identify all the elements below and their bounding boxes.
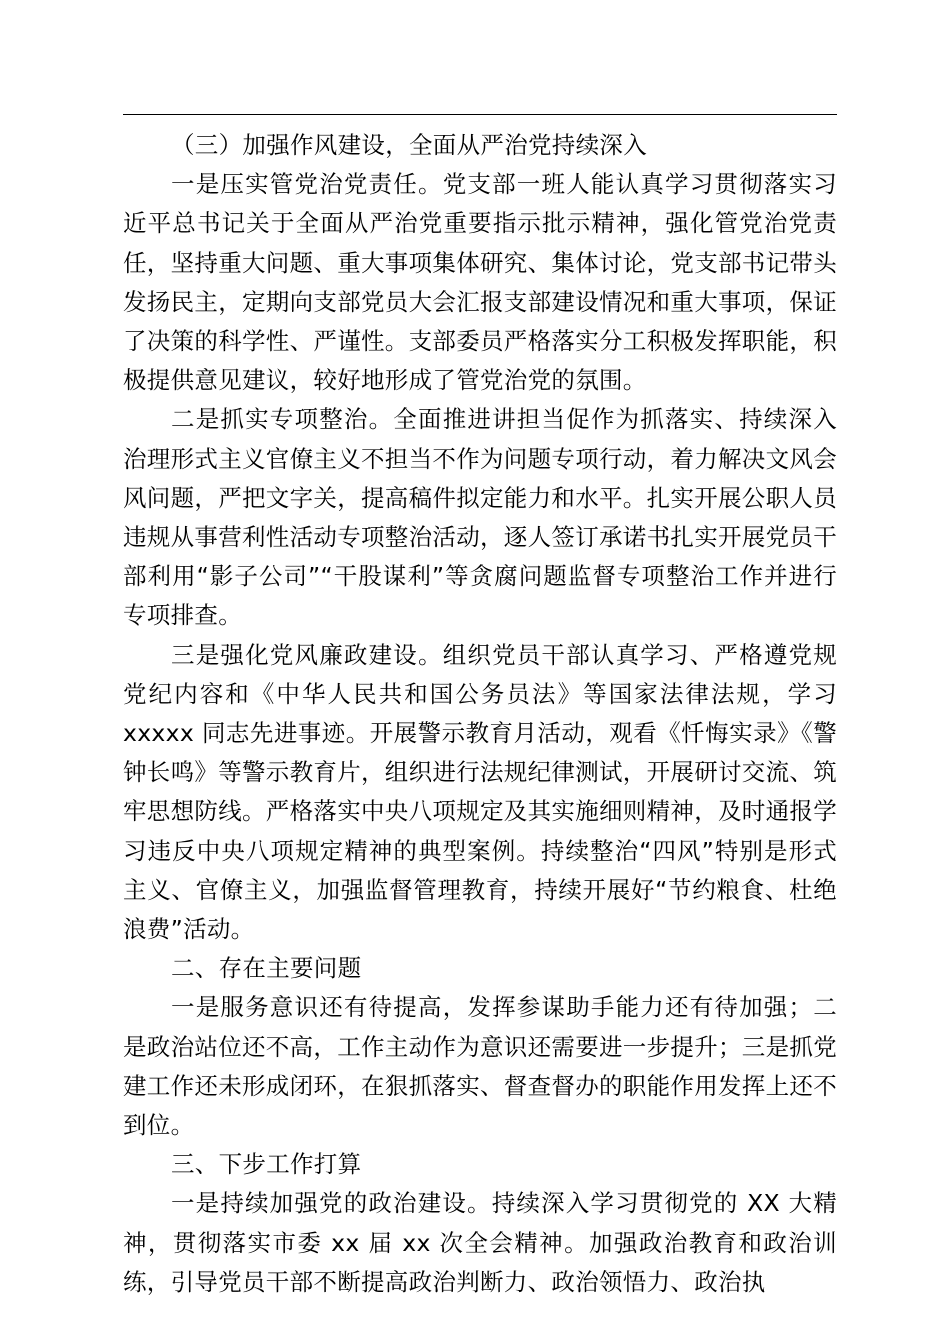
- section-heading-work-style: （三）加强作风建设，全面从严治党持续深入: [171, 131, 647, 159]
- section-heading-problems: 二、存在主要问题: [171, 954, 362, 983]
- paragraph-clean-governance: 三是强化党风廉政建设。组织党员干部认真学习、严格遵党规党纪内容和《中华人民共和国公务员法》等国家法律法规，学习 xxxxx 同志先进事迹。开展警示教育月活动，观看《忏悔实录》《警钟长鸣》等警示教育片，组织进行法规纪律测试，开展研讨交流、筑牢思想防线。严格落实中央八项规定及其实施细则精神，及时通报学习违反中央八项规定精神的典型案例。持续整治“四风”特别是形式主义、官僚主义，加强监督管理教育，持续开展好“节约粮食、杜绝浪费”活动。: [123, 640, 837, 944]
- paragraph-political-building: 一是持续加强党的政治建设。持续深入学习贯彻党的 XX 大精神，贯彻落实市委 xx 届 xx 次全会精神。加强政治教育和政治训练，引导党员干部不断提高政治判断力、政治领悟力、政治执: [123, 1189, 837, 1296]
- header-rule: [123, 114, 837, 115]
- document-body: [123, 126, 837, 1302]
- section-heading-next-steps: 三、下步工作打算: [171, 1150, 362, 1179]
- paragraph-problems: 一是服务意识还有待提高，发挥参谋助手能力还有待加强；二是政治站位还不高，工作主动作为意识还需要进一步提升；三是抓党建工作还未形成闭环，在狠抓落实、督查督办的职能作用发挥上还不到位。: [123, 993, 837, 1140]
- paragraph-special-rectification: 二是抓实专项整治。全面推进讲担当促作为抓落实、持续深入治理形式主义官僚主义不担当不作为问题专项行动，着力解决文风会风问题，严把文字关，提高稿件拟定能力和水平。扎实开展公职人员违规从事营利性活动专项整治活动，逐人签订承诺书扎实开展党员干部利用“影子公司”“干股谋利”等贪腐问题监督专项整治工作并进行专项排查。: [123, 405, 837, 630]
- paragraph-responsibility: 一是压实管党治党责任。党支部一班人能认真学习贯彻落实习近平总书记关于全面从严治党重要指示批示精神，强化管党治党责任，坚持重大问题、重大事项集体研究、集体讨论，党支部书记带头发扬民主，定期向支部党员大会汇报支部建设情况和重大事项，保证了决策的科学性、严谨性。支部委员严格落实分工积极发挥职能，积极提供意见建议，较好地形成了管党治党的氛围。: [123, 170, 837, 395]
